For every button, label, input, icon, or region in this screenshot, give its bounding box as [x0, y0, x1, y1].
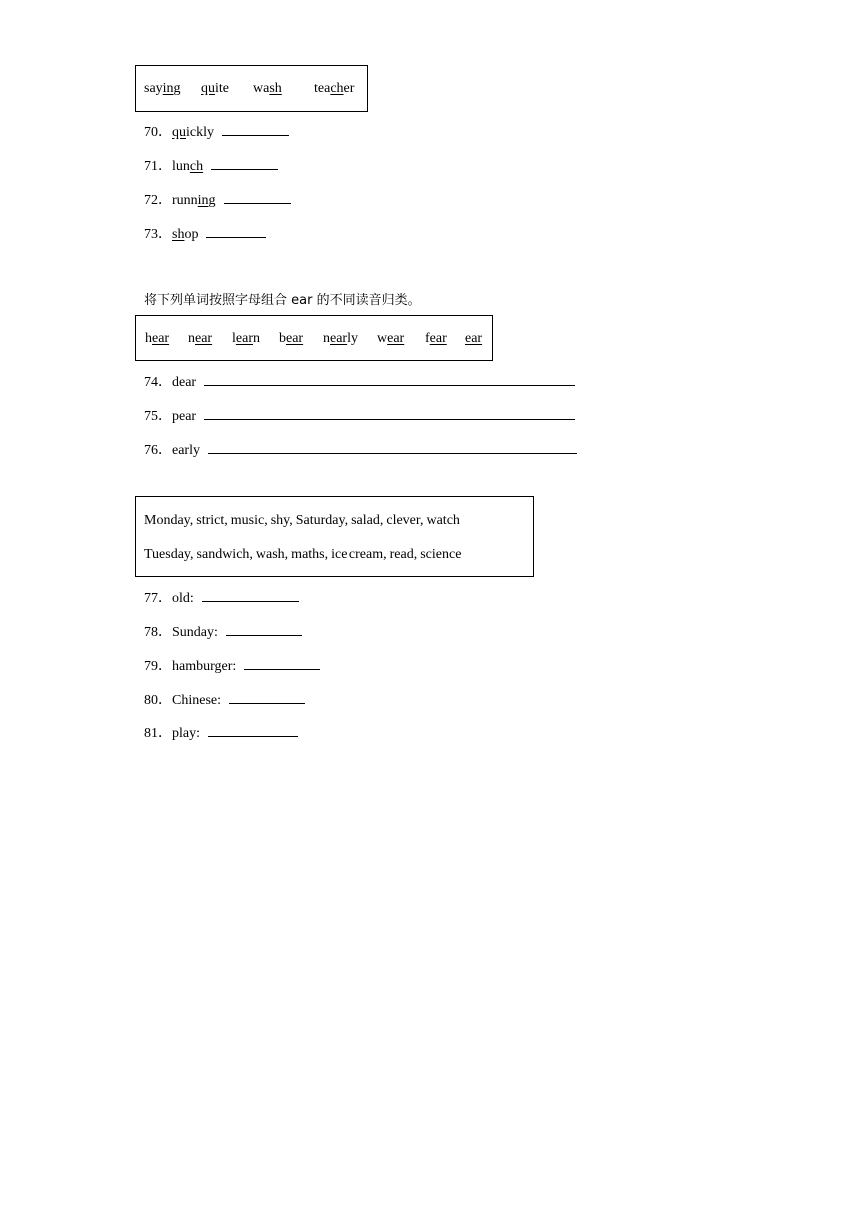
box-line-1: Monday, strict, music, shy, Saturday, salad, clever, watch: [144, 513, 460, 528]
question-80: 80．Chinese:: [144, 689, 305, 709]
box-word: nearly: [323, 331, 358, 346]
word-box-2: [135, 315, 493, 361]
question-74: 74．dear: [144, 371, 575, 391]
word-box-3: [135, 496, 534, 577]
answer-blank[interactable]: [224, 191, 291, 204]
question-72: 72．running: [144, 189, 291, 209]
answer-blank[interactable]: [202, 589, 299, 602]
box-word: hear: [145, 331, 170, 346]
box-word: teacher: [314, 81, 355, 96]
box-word: wear: [377, 331, 405, 346]
answer-blank[interactable]: [204, 373, 575, 386]
question-71: 71．lunch: [144, 155, 278, 175]
box-word: near: [188, 331, 213, 346]
box-word: fear: [425, 331, 447, 346]
question-81: 81．play:: [144, 722, 298, 742]
answer-blank[interactable]: [229, 691, 305, 704]
question-70: 70．quickly: [144, 121, 289, 141]
instruction: 将下列单词按照字母组合 ear 的不同读音归类。: [144, 293, 421, 308]
box-line-2: Tuesday, sandwich, wash, maths, ice cream, read, science: [144, 547, 462, 562]
question-79: 79．hamburger:: [144, 655, 320, 675]
answer-blank[interactable]: [211, 157, 278, 170]
question-78: 78．Sunday:: [144, 621, 302, 641]
question-73: 73．shop: [144, 223, 266, 243]
word-box-1: [135, 65, 368, 112]
box-word: learn: [232, 331, 260, 346]
answer-blank[interactable]: [206, 225, 266, 238]
answer-blank[interactable]: [204, 407, 575, 420]
question-75: 75．pear: [144, 405, 575, 425]
box-word: ear: [465, 331, 483, 346]
answer-blank[interactable]: [208, 441, 577, 454]
answer-blank[interactable]: [244, 657, 320, 670]
box-word: quite: [201, 81, 229, 96]
answer-blank[interactable]: [222, 123, 289, 136]
box-word: saying: [144, 81, 181, 96]
box-word: bear: [279, 331, 304, 346]
box-word: wash: [253, 81, 282, 96]
answer-blank[interactable]: [208, 724, 298, 737]
question-76: 76．early: [144, 439, 577, 459]
question-77: 77．old:: [144, 587, 299, 607]
answer-blank[interactable]: [226, 623, 302, 636]
